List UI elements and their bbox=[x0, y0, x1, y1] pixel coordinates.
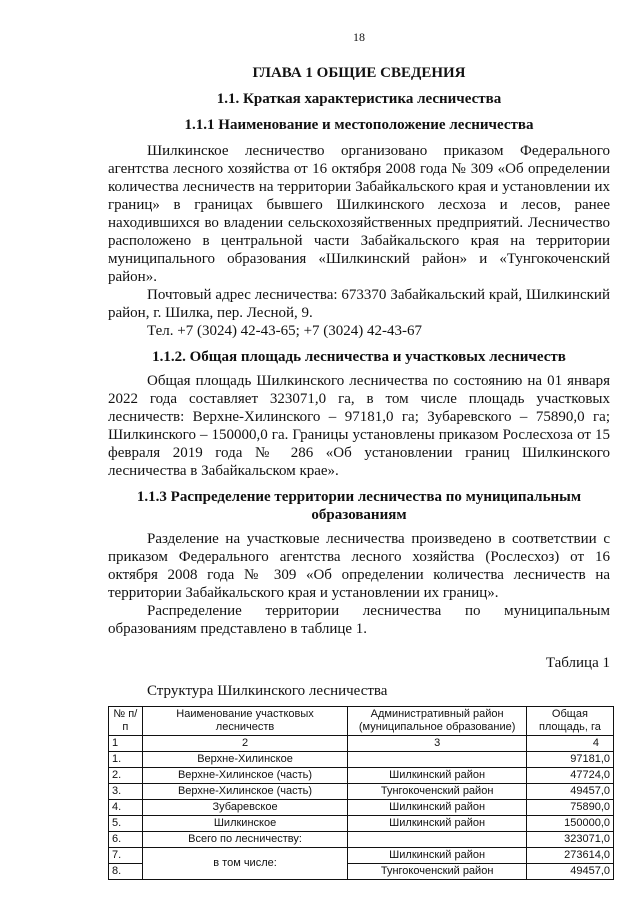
cell-name: Зубаревское bbox=[142, 800, 348, 816]
column-number: 4 bbox=[526, 736, 613, 752]
table-row bbox=[109, 768, 614, 784]
column-number: 2 bbox=[142, 736, 348, 752]
paragraph-organization: Шилкинское лесничество организовано приказом Федерального агентства лесного хозяйства от 16 октября 2008 года № 309 «Об определении количества лесничеств на территории Забайкальского края и установлении их границ» в границах бывшего Шилкинского лесхоза и лесов, ранее находившихся во владении сельскохозяйственных предприятий. Лесничество расположено в центральной части Забайкальского края на территории муниципального образования «Шилкинский район» и «Тунгокоченский район». bbox=[108, 143, 610, 285]
table-caption: Структура Шилкинского лесничества bbox=[147, 683, 388, 699]
cell-name: Верхне-Хилинское (часть) bbox=[142, 768, 348, 784]
cell-district: Тунгокоченский район bbox=[348, 864, 526, 880]
cell-num: 4. bbox=[109, 800, 143, 816]
cell-num: 3. bbox=[109, 784, 143, 800]
column-number: 1 bbox=[109, 736, 143, 752]
header-name: Наименование участковых лесничеств bbox=[142, 707, 348, 736]
page-number: 18 bbox=[353, 30, 365, 44]
table-label: Таблица 1 bbox=[545, 655, 610, 671]
section-heading-1-1-3: 1.1.3 Распределение территории лесничества по муниципальным образованиям bbox=[136, 489, 582, 523]
cell-num: 1. bbox=[109, 752, 143, 768]
section-heading-1-1-1: 1.1.1 Наименование и местоположение лесничества bbox=[184, 117, 534, 133]
paragraph-postal-address: Почтовый адрес лесничества: 673370 Забайкальский край, Шилкинский район, г. Шилка, пер. Лесной, 9. bbox=[108, 287, 610, 321]
cell-num: 6. bbox=[109, 832, 143, 848]
cell-area: 47724,0 bbox=[526, 768, 613, 784]
cell-district bbox=[348, 832, 526, 848]
cell-district: Тунгокоченский район bbox=[348, 784, 526, 800]
cell-name: Верхне-Хилинское bbox=[142, 752, 348, 768]
table-row bbox=[109, 848, 614, 864]
header-area: Общая площадь, га bbox=[526, 707, 613, 736]
table-row bbox=[109, 784, 614, 800]
section-heading-1-1: 1.1. Краткая характеристика лесничества bbox=[216, 91, 502, 107]
chapter-title: ГЛАВА 1 ОБЩИЕ СВЕДЕНИЯ bbox=[252, 65, 466, 81]
cell-name: в том числе: bbox=[142, 848, 348, 880]
table-row bbox=[109, 800, 614, 816]
cell-name: Верхне-Хилинское (часть) bbox=[142, 784, 348, 800]
cell-area: 97181,0 bbox=[526, 752, 613, 768]
paragraph-phone: Тел. +7 (3024) 42-43-65; +7 (3024) 42-43-67 bbox=[147, 323, 423, 339]
cell-district: Шилкинский район bbox=[348, 800, 526, 816]
cell-name: Шилкинское bbox=[142, 816, 348, 832]
paragraph-total-area: Общая площадь Шилкинского лесничества по состоянию на 01 января 2022 года составляет 323071,0 га, в том числе площадь участковых лесничеств: Верхне-Хилинского – 97181,0 га; Зубаревского – 75890,0 га; Шилкинского – 150000,0 га. Границы установлены приказом Рослесхоза от 15 февраля 2019 года № 286 «Об установлении границ Шилкинского лесничества в Забайкальском крае». bbox=[108, 373, 610, 479]
cell-area: 150000,0 bbox=[526, 816, 613, 832]
cell-area: 273614,0 bbox=[526, 848, 613, 864]
forestry-structure-table bbox=[108, 706, 614, 880]
cell-area: 49457,0 bbox=[526, 784, 613, 800]
cell-district: Шилкинский район bbox=[348, 816, 526, 832]
cell-area: 75890,0 bbox=[526, 800, 613, 816]
cell-area: 49457,0 bbox=[526, 864, 613, 880]
table-row bbox=[109, 816, 614, 832]
table-row bbox=[109, 832, 614, 848]
table-row bbox=[109, 752, 614, 768]
header-num: № п/п bbox=[109, 707, 143, 736]
paragraph-distribution: Распределение территории лесничества по муниципальным образованиям представлено в таблице 1. bbox=[108, 603, 610, 637]
section-heading-1-1-2: 1.1.2. Общая площадь лесничества и участковых лесничеств bbox=[152, 349, 566, 365]
cell-area: 323071,0 bbox=[526, 832, 613, 848]
cell-district bbox=[348, 752, 526, 768]
cell-num: 8. bbox=[109, 864, 143, 880]
table-header-row bbox=[109, 707, 614, 736]
cell-name: Всего по лесничеству: bbox=[142, 832, 348, 848]
cell-num: 2. bbox=[109, 768, 143, 784]
cell-district: Шилкинский район bbox=[348, 768, 526, 784]
paragraph-division: Разделение на участковые лесничества произведено в соответствии с приказом Федерального агентства лесного хозяйства (Рослесхоз) от 16 октября 2008 года № 309 «Об определении количества лесничеств на территории Забайкальского края и установлении их границ». bbox=[108, 531, 610, 601]
column-number: 3 bbox=[348, 736, 526, 752]
column-numbers-row bbox=[109, 736, 614, 752]
cell-district: Шилкинский район bbox=[348, 848, 526, 864]
cell-num: 5. bbox=[109, 816, 143, 832]
cell-num: 7. bbox=[109, 848, 143, 864]
header-district: Административный район (муниципальное образование) bbox=[348, 707, 526, 736]
